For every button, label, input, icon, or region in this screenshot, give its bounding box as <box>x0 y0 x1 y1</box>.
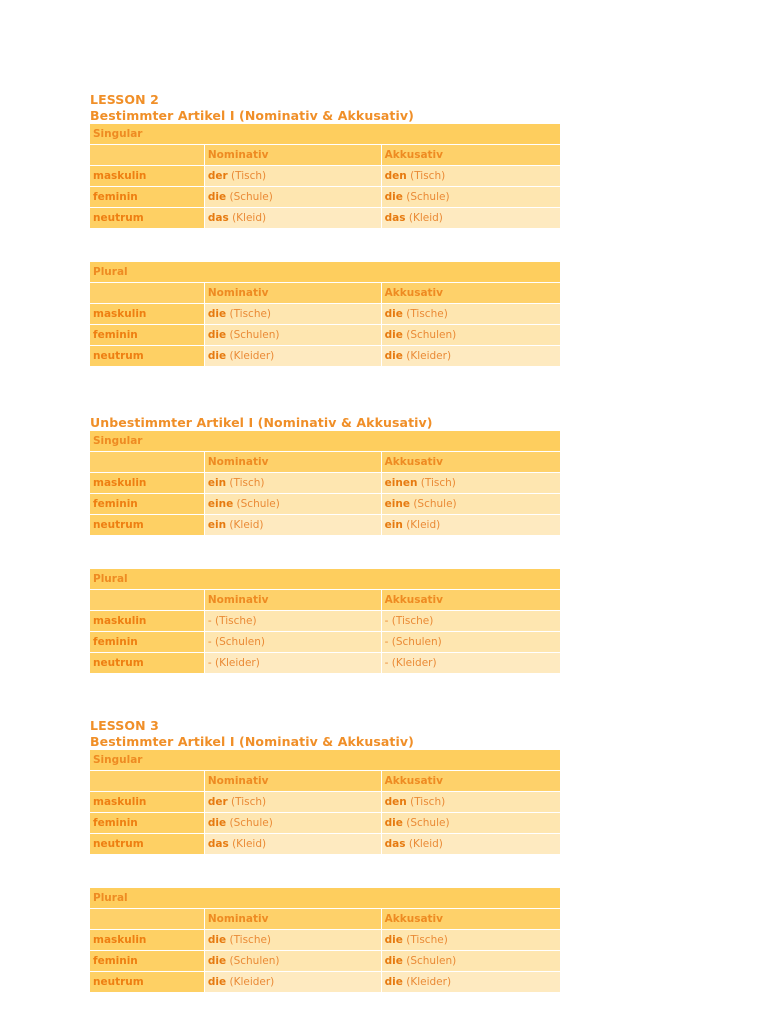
table-row <box>90 834 560 855</box>
article-table <box>90 569 560 674</box>
table-group-label: Singular <box>90 750 560 771</box>
column-header-akkusativ: Akkusativ <box>381 590 560 611</box>
akkusativ-cell: die (Schulen) <box>381 325 560 346</box>
gender-label: maskulin <box>90 166 204 187</box>
akkusativ-cell: die (Schule) <box>381 813 560 834</box>
section-unbestimmter-artikel <box>90 415 560 674</box>
nominativ-cell: ein (Kleid) <box>204 515 381 536</box>
akkusativ-cell: die (Schulen) <box>381 951 560 972</box>
column-header-nominativ: Nominativ <box>204 771 381 792</box>
table-row <box>90 346 560 367</box>
nominativ-cell: das (Kleid) <box>204 208 381 229</box>
akkusativ-cell: die (Tische) <box>381 304 560 325</box>
corner-cell <box>90 283 204 304</box>
table-row <box>90 930 560 951</box>
akkusativ-cell: - (Schulen) <box>381 632 560 653</box>
column-header-nominativ: Nominativ <box>204 909 381 930</box>
akkusativ-cell: den (Tisch) <box>381 166 560 187</box>
document-page <box>90 92 560 993</box>
article-table <box>90 124 560 229</box>
table-group-label: Plural <box>90 262 560 283</box>
nominativ-cell: - (Kleider) <box>204 653 381 674</box>
nominativ-cell: die (Kleider) <box>204 972 381 993</box>
table-row <box>90 166 560 187</box>
nominativ-cell: die (Schule) <box>204 187 381 208</box>
nominativ-cell: das (Kleid) <box>204 834 381 855</box>
column-header-nominativ: Nominativ <box>204 590 381 611</box>
article-table <box>90 888 560 993</box>
akkusativ-cell: die (Kleider) <box>381 972 560 993</box>
corner-cell <box>90 909 204 930</box>
table-row <box>90 792 560 813</box>
corner-cell <box>90 771 204 792</box>
section-title: Unbestimmter Artikel I (Nominativ & Akkusativ) <box>90 415 433 430</box>
table-group-label: Plural <box>90 888 560 909</box>
table-row <box>90 813 560 834</box>
nominativ-cell: der (Tisch) <box>204 166 381 187</box>
table-row <box>90 208 560 229</box>
column-header-akkusativ: Akkusativ <box>381 771 560 792</box>
table-group-label: Plural <box>90 569 560 590</box>
nominativ-cell: die (Schulen) <box>204 951 381 972</box>
section-lesson-3 <box>90 718 560 993</box>
gender-label: feminin <box>90 325 204 346</box>
article-table <box>90 750 560 855</box>
table-row <box>90 325 560 346</box>
gender-label: neutrum <box>90 972 204 993</box>
table-row <box>90 473 560 494</box>
nominativ-cell: die (Kleider) <box>204 346 381 367</box>
table-row <box>90 187 560 208</box>
section-lesson-2 <box>90 92 560 367</box>
column-header-akkusativ: Akkusativ <box>381 452 560 473</box>
akkusativ-cell: das (Kleid) <box>381 834 560 855</box>
akkusativ-cell: die (Schule) <box>381 187 560 208</box>
gender-label: neutrum <box>90 208 204 229</box>
table-group-label: Singular <box>90 124 560 145</box>
gender-label: neutrum <box>90 834 204 855</box>
corner-cell <box>90 590 204 611</box>
nominativ-cell: der (Tisch) <box>204 792 381 813</box>
section-title: Bestimmter Artikel I (Nominativ & Akkusativ) <box>90 108 414 123</box>
nominativ-cell: - (Schulen) <box>204 632 381 653</box>
column-header-akkusativ: Akkusativ <box>381 283 560 304</box>
table-row <box>90 972 560 993</box>
akkusativ-cell: einen (Tisch) <box>381 473 560 494</box>
corner-cell <box>90 452 204 473</box>
column-header-akkusativ: Akkusativ <box>381 145 560 166</box>
section-title: Bestimmter Artikel I (Nominativ & Akkusativ) <box>90 734 414 749</box>
akkusativ-cell: - (Kleider) <box>381 653 560 674</box>
gender-label: feminin <box>90 494 204 515</box>
gender-label: feminin <box>90 813 204 834</box>
lesson-heading: LESSON 3 <box>90 718 159 733</box>
gender-label: neutrum <box>90 515 204 536</box>
article-table <box>90 431 560 536</box>
gender-label: neutrum <box>90 653 204 674</box>
gender-label: feminin <box>90 951 204 972</box>
article-table <box>90 262 560 367</box>
table-row <box>90 611 560 632</box>
lesson-heading: LESSON 2 <box>90 92 159 107</box>
akkusativ-cell: die (Kleider) <box>381 346 560 367</box>
table-row <box>90 304 560 325</box>
gender-label: neutrum <box>90 346 204 367</box>
nominativ-cell: - (Tische) <box>204 611 381 632</box>
table-row <box>90 632 560 653</box>
nominativ-cell: die (Schulen) <box>204 325 381 346</box>
nominativ-cell: eine (Schule) <box>204 494 381 515</box>
gender-label: feminin <box>90 187 204 208</box>
gender-label: feminin <box>90 632 204 653</box>
akkusativ-cell: ein (Kleid) <box>381 515 560 536</box>
gender-label: maskulin <box>90 930 204 951</box>
nominativ-cell: die (Schule) <box>204 813 381 834</box>
column-header-nominativ: Nominativ <box>204 283 381 304</box>
column-header-akkusativ: Akkusativ <box>381 909 560 930</box>
akkusativ-cell: die (Tische) <box>381 930 560 951</box>
nominativ-cell: die (Tische) <box>204 930 381 951</box>
column-header-nominativ: Nominativ <box>204 145 381 166</box>
corner-cell <box>90 145 204 166</box>
table-row <box>90 653 560 674</box>
table-group-label: Singular <box>90 431 560 452</box>
akkusativ-cell: den (Tisch) <box>381 792 560 813</box>
column-header-nominativ: Nominativ <box>204 452 381 473</box>
akkusativ-cell: das (Kleid) <box>381 208 560 229</box>
gender-label: maskulin <box>90 304 204 325</box>
table-row <box>90 951 560 972</box>
nominativ-cell: ein (Tisch) <box>204 473 381 494</box>
table-row <box>90 515 560 536</box>
table-row <box>90 494 560 515</box>
nominativ-cell: die (Tische) <box>204 304 381 325</box>
gender-label: maskulin <box>90 473 204 494</box>
gender-label: maskulin <box>90 611 204 632</box>
akkusativ-cell: - (Tische) <box>381 611 560 632</box>
gender-label: maskulin <box>90 792 204 813</box>
akkusativ-cell: eine (Schule) <box>381 494 560 515</box>
